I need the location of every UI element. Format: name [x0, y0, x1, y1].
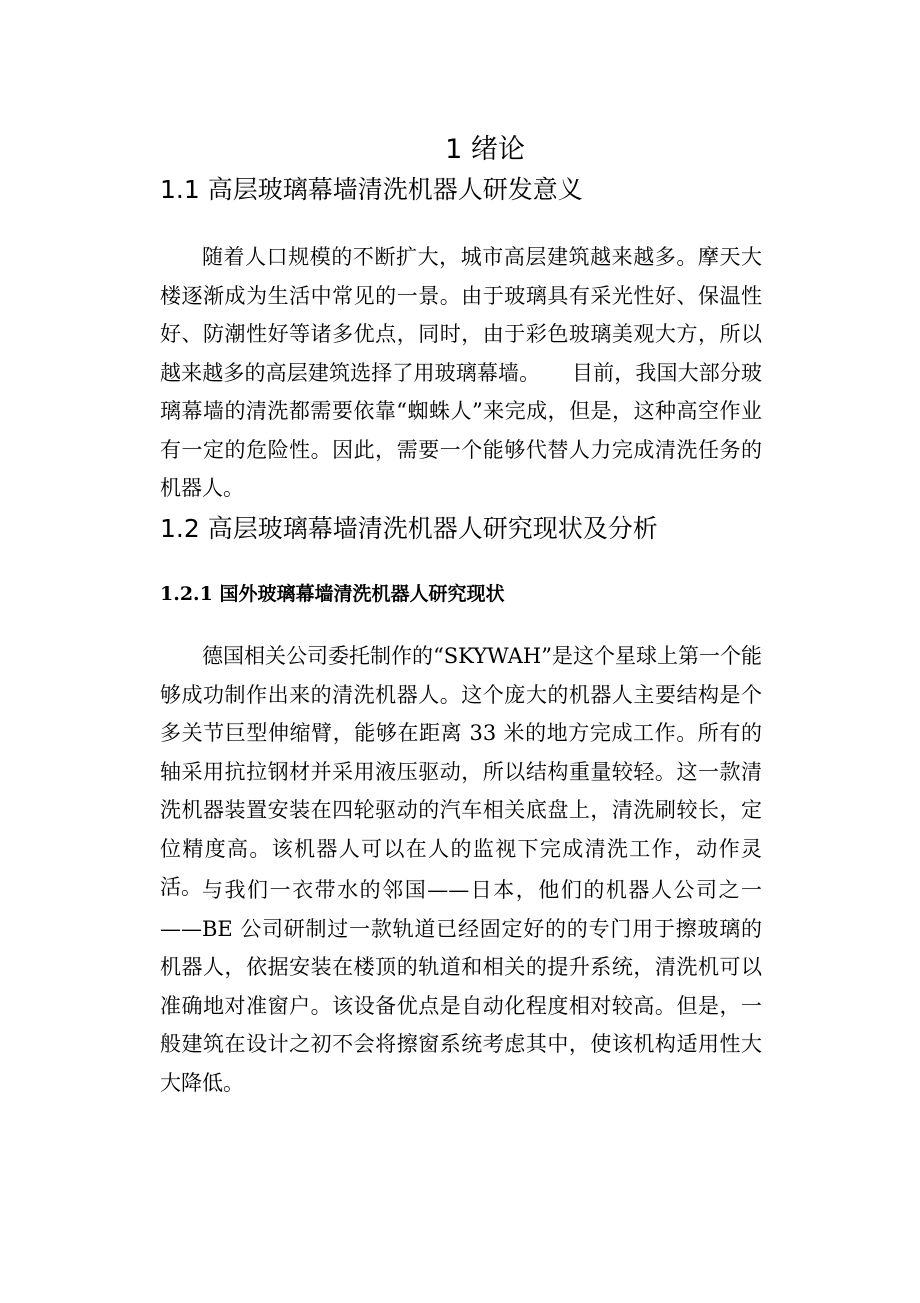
section-heading-1-1: 1.1 高层玻璃幕墙清洗机器人研发意义 [160, 175, 583, 204]
paragraph-skywah: 德国相关公司委托制作的“SKYWAH”是这个星球上第一个能够成功制作出来的清洗机器人。这个庞大的机器人主要结构是个多关节巨型伸缩臂，能够在距离 33 米的地方完成工作。所有的轴采用抗拉钢材并采用液压驱动，所以结构重量较轻。这一款清洗机器装置安装在四轮驱动的汽车相关底盘上，清洗刷较长，定位精度高。该机器人可以在人的监视下完成清洗工作，动作灵活。 [160, 644, 762, 899]
paragraph-be-company: 与我们一衣带水的邻国——日本，他们的机器人公司之一——BE 公司研制过一款轨道已经固定好的的专门用于擦玻璃的机器人，依据安装在楼顶的轨道和相关的提升系统，清洗机可以准确地对准窗户。该设备优点是自动化程度相对较高。但是，一般建筑在设计之初不会将擦窗系统考虑其中，使该机构适用性大大降低。 [160, 878, 762, 1095]
subsection-heading-1-2-1: 1.2.1 国外玻璃幕墙清洗机器人研究现状 [160, 583, 505, 605]
chapter-title: 1 绪论 [445, 134, 525, 165]
section-heading-1-2: 1.2 高层玻璃幕墙清洗机器人研究现状及分析 [160, 514, 658, 543]
paragraph-significance: 随着人口规模的不断扩大，城市高层建筑越来越多。摩天大楼逐渐成为生活中常见的一景。由于玻璃具有采光性好、保温性好、防潮性好等诸多优点，同时，由于彩色玻璃美观大方，所以越来越多的高层建筑选择了用玻璃幕墙。 目前，我国大部分玻璃幕墙的清洗都需要依靠“蜘蛛人”来完成，但是，这种高空作业有一定的危险性。因此，需要一个能够代替人力完成清洗任务的机器人。 [160, 245, 762, 500]
